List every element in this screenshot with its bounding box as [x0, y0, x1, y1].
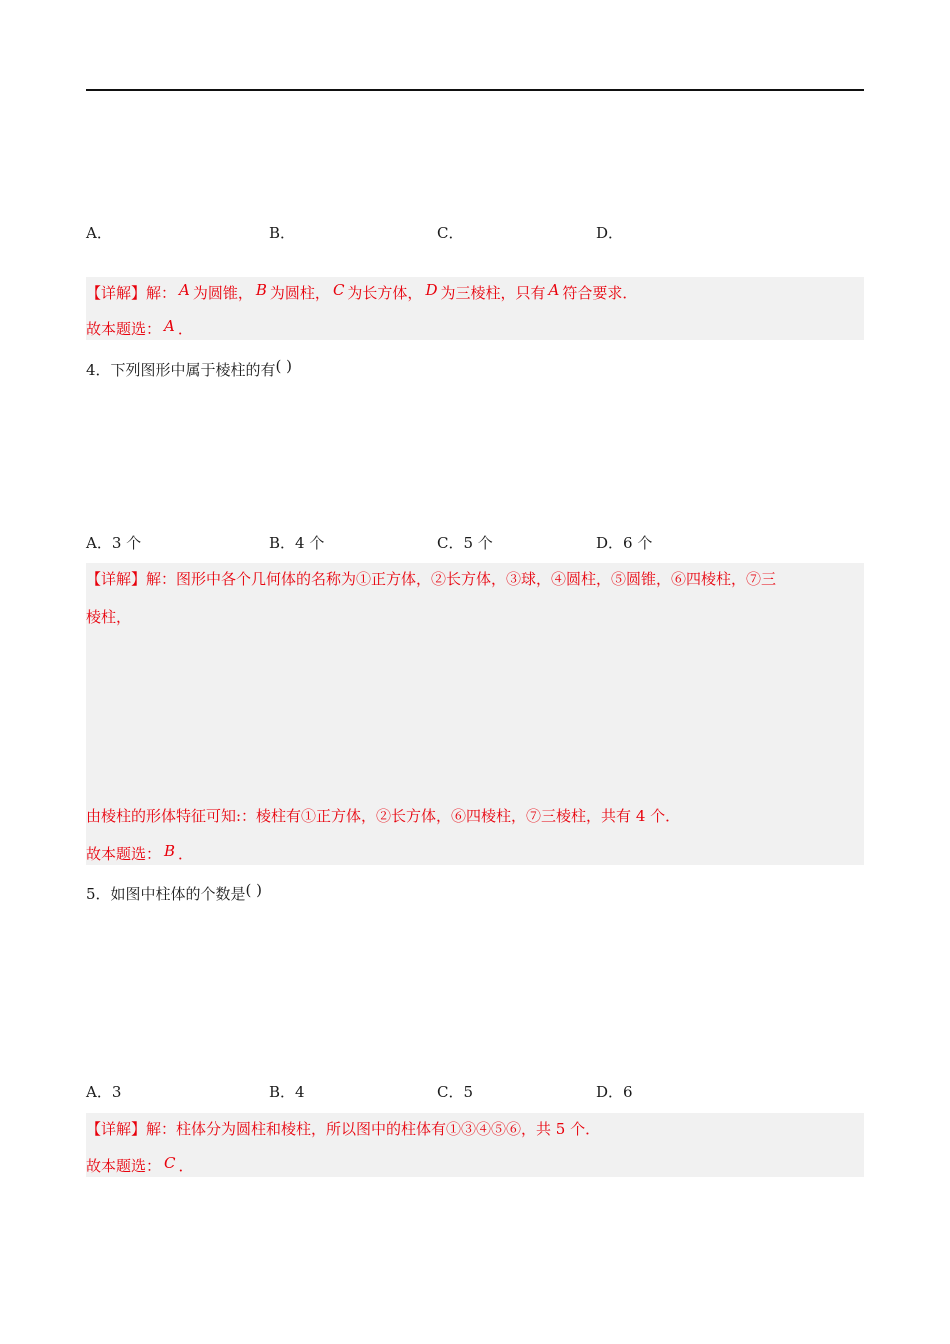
answer-suffix: ．: [177, 320, 193, 338]
q4-stem-text: 4．下列图形中属于棱柱的有: [86, 361, 276, 379]
q4-detail-line3: 由棱柱的形体特征可知:：棱柱有①正方体，②长方体，⑥四棱柱，⑦三棱柱，共有 4 个．: [86, 807, 681, 825]
answer-prefix: 故本题选：: [86, 845, 162, 863]
q4-detail-box: [86, 563, 864, 865]
q3-option-d: D．: [596, 224, 624, 242]
q4-option-a: A．3 个: [86, 534, 142, 552]
q5-stem-text: 5．如图中柱体的个数是: [86, 885, 246, 903]
q4-answer-paren: ( ): [275, 357, 293, 375]
q3-option-c: C．: [437, 224, 464, 242]
q5-option-c: C．5: [437, 1083, 474, 1101]
header-rule: [86, 89, 864, 91]
answer-var: B: [164, 842, 176, 860]
text: 为长方体，: [347, 284, 423, 302]
answer-prefix: 故本题选：: [86, 1157, 162, 1175]
q4-option-c: C．5 个: [437, 534, 493, 552]
text: 解：图形中各个几何体的名称为①正方体，②长方体，③球，④圆柱，⑤圆锥，⑥四棱柱，⑦三: [146, 570, 777, 588]
q3-detail-box: [86, 277, 864, 340]
answer-prefix: 故本题选：: [86, 320, 162, 338]
q4-stem: [86, 359, 292, 381]
math-var: A: [548, 281, 560, 299]
q4-figure-area: [86, 385, 864, 525]
detail-tag: 【详解】: [86, 1120, 147, 1138]
q5-answer-paren: ( ): [245, 881, 263, 899]
q5-option-a: A．3: [86, 1083, 122, 1101]
math-var: D: [425, 281, 438, 299]
answer-var: C: [164, 1154, 176, 1172]
q3-option-a: A．: [86, 224, 112, 242]
q5-option-d: D．6: [596, 1083, 633, 1101]
q3-detail-line1: [86, 282, 637, 304]
text: 解：柱体分为圆柱和棱柱，所以图中的柱体有①③④⑤⑥，共 5 个．: [146, 1120, 601, 1138]
math-var: C: [332, 281, 345, 299]
q4-option-d: D．6 个: [596, 534, 653, 552]
text: 为三棱柱，只有: [440, 284, 546, 302]
detail-tag: 【详解】: [86, 284, 147, 302]
text: 为圆柱，: [269, 284, 330, 302]
text: 符合要求．: [562, 284, 638, 302]
q3-answer-line: [86, 318, 193, 340]
text: 解：: [146, 284, 177, 302]
q5-option-b: B．4: [269, 1083, 305, 1101]
q5-detail-box: [86, 1113, 864, 1177]
q4-answer-line: [86, 843, 193, 865]
q5-figure-area: [86, 910, 864, 1075]
q3-option-b: B．: [269, 224, 296, 242]
q5-detail-line1: [86, 1118, 600, 1140]
detail-tag: 【详解】: [86, 570, 147, 588]
q5-answer-line: [86, 1155, 194, 1177]
text: 为圆锥，: [192, 284, 253, 302]
q5-stem: [86, 883, 262, 905]
math-var: B: [255, 281, 267, 299]
answer-var: A: [164, 317, 175, 335]
math-var: A: [179, 281, 190, 299]
q4-option-b: B．4 个: [269, 534, 325, 552]
answer-suffix: ．: [178, 1157, 194, 1175]
q4-detail-line2: 棱柱，: [86, 608, 132, 626]
answer-suffix: ．: [178, 845, 194, 863]
q4-detail-line1: [86, 568, 776, 590]
